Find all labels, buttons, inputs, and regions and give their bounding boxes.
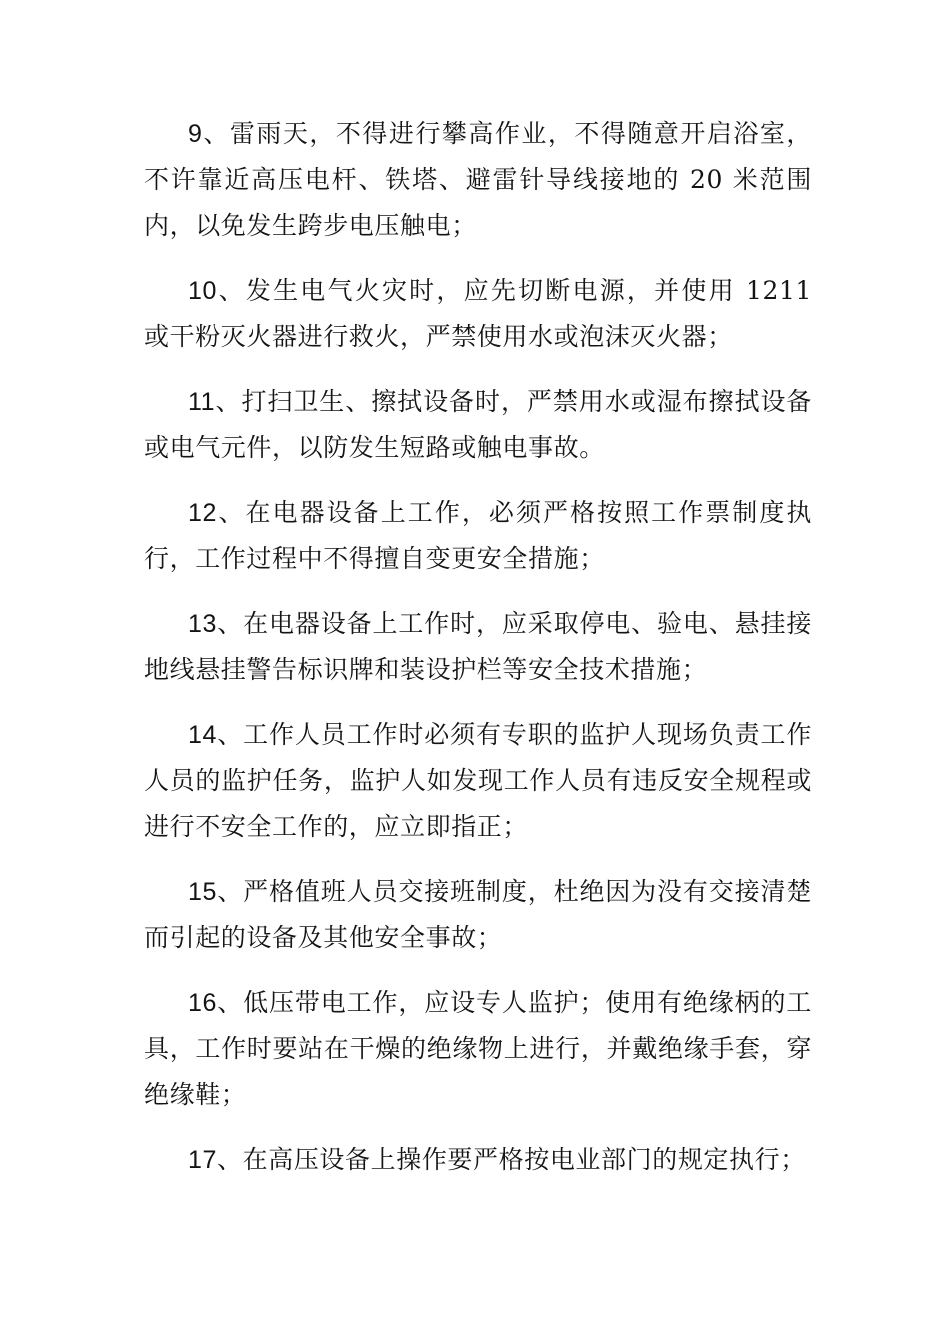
paragraph-number: 17	[188, 1146, 218, 1174]
paragraph-text: 、低压带电工作，应设专人监护；使用有绝缘柄的工具，工作时要站在干燥的绝缘物上进行，并戴绝缘手套，穿绝缘鞋；	[144, 988, 812, 1109]
paragraph-text: 、工作人员工作时必须有专职的监护人现场负责工作人员的监护任务，监护人如发现工作人员有违反安全规程或进行不安全工作的，应立即指正；	[144, 720, 812, 841]
paragraph-number: 13	[188, 610, 218, 638]
paragraph-number: 14	[188, 721, 218, 749]
paragraph-text: 、雷雨天，不得进行攀高作业，不得随意开启浴室，不许靠近高压电杆、铁塔、避雷针导线接地的 20 米范围内，以免发生跨步电压触电；	[144, 119, 812, 240]
paragraph-text: 、打扫卫生、擦拭设备时，严禁用水或湿布擦拭设备或电气元件，以防发生短路或触电事故。	[144, 387, 812, 462]
paragraph-15	[144, 869, 812, 961]
paragraph-16	[144, 980, 812, 1118]
paragraph-14	[144, 712, 812, 850]
paragraph-number: 10	[188, 277, 218, 305]
paragraph-10	[144, 268, 812, 360]
paragraph-number: 15	[188, 878, 218, 906]
paragraph-12	[144, 490, 812, 582]
paragraph-text: 、在电器设备上工作时，应采取停电、验电、悬挂接地线悬挂警告标识牌和装设护栏等安全技术措施；	[144, 609, 812, 684]
paragraph-number: 16	[188, 989, 218, 1017]
paragraph-number: 12	[188, 499, 218, 527]
paragraph-text: 、严格值班人员交接班制度，杜绝因为没有交接清楚而引起的设备及其他安全事故；	[144, 877, 812, 952]
paragraph-13	[144, 601, 812, 693]
paragraph-17	[144, 1137, 812, 1183]
paragraph-number: 9	[188, 120, 203, 148]
paragraph-number: 11	[188, 388, 216, 416]
paragraph-11	[144, 379, 812, 471]
paragraph-text: 、在高压设备上操作要严格按电业部门的规定执行；	[217, 1145, 806, 1174]
paragraph-9	[144, 111, 812, 249]
document-body	[144, 111, 812, 1202]
paragraph-text: 、在电器设备上工作，必须严格按照工作票制度执行，工作过程中不得擅自变更安全措施；	[144, 498, 812, 573]
paragraph-text: 、发生电气火灾时，应先切断电源，并使用 1211 或干粉灭火器进行救火，严禁使用水或泡沫灭火器；	[144, 276, 812, 351]
